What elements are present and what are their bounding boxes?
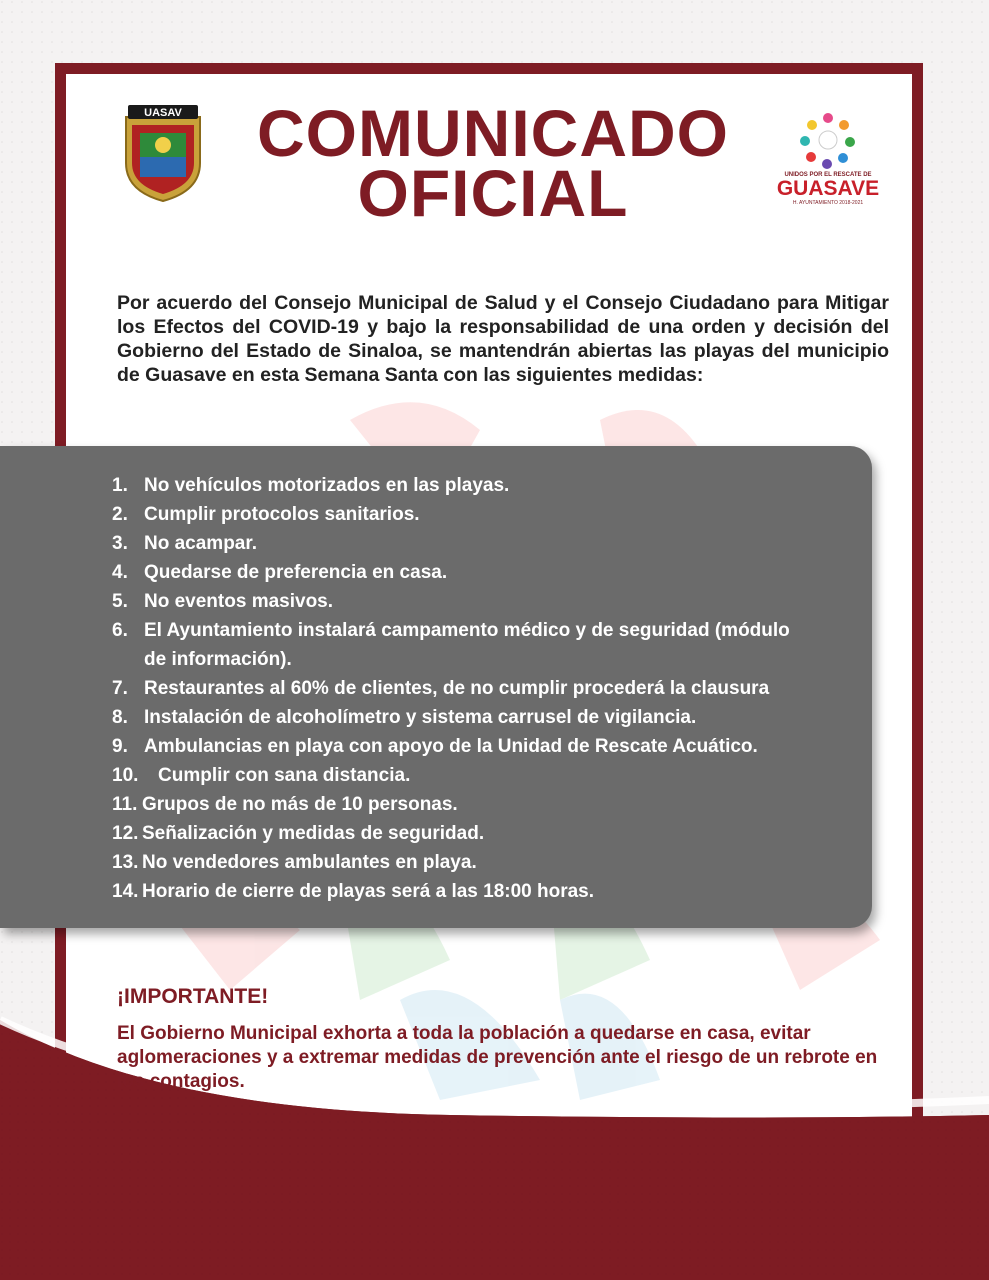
title-line-1: COMUNICADO [257,96,729,170]
list-item-number: 14. [112,881,139,902]
guasave-logo-icon [773,108,883,213]
list-item-number: 9. [112,736,128,757]
list-item-text: Ambulancias en playa con apoyo de la Unidad de Rescate Acuático. [144,736,758,757]
municipal-coat-of-arms-icon [118,103,208,203]
list-item [112,848,872,877]
list-item [112,471,872,500]
document-title [218,96,768,230]
important-paragraph: El Gobierno Municipal exhorta a toda la población a quedarse en casa, evitar aglomeraciones y a extremar medidas de prevención ante el riesgo de un rebrote en los contagios. [117,1023,878,1092]
list-item-number: 12. [112,823,139,844]
list-item [112,790,872,819]
intro-paragraph: Por acuerdo del Consejo Municipal de Salud y el Consejo Ciudadano para Mitigar los Efectos del COVID-19 y bajo la responsabilidad de una orden y decisión del Gobierno del Estado de Sinaloa, se mantendrán abiertas las playas del municipio de Guasave en esta Semana Santa con las siguientes medidas: [117,292,889,386]
list-item-text: Instalación de alcoholímetro y sistema carrusel de vigilancia. [144,707,697,728]
left-logo-text: UASAV [144,107,182,119]
list-item-number: 11. [112,794,138,815]
list-item-text: Grupos de no más de 10 personas. [142,794,458,815]
list-item-text: No eventos masivos. [144,591,334,612]
list-item-number: 6. [112,620,128,641]
list-item-number: 1. [112,475,128,496]
list-item-text: No vehículos motorizados en las playas. [144,475,510,496]
title-line-2: OFICIAL [357,156,629,230]
list-item-text: No vendedores ambulantes en playa. [142,852,477,873]
list-item-text: Señalización y medidas de seguridad. [142,823,485,844]
list-item-text: Quedarse de preferencia en casa. [144,562,448,583]
list-item [112,877,872,906]
list-item-number: 3. [112,533,128,554]
list-item-number: 8. [112,707,128,728]
list-item-text: No acampar. [144,533,257,554]
list-item-number: 10. [112,765,139,786]
list-item-number: 7. [112,678,128,699]
list-item [112,558,872,587]
list-item [112,819,872,848]
list-item-text: Cumplir con sana distancia. [158,765,411,786]
list-item-number: 13. [112,852,139,873]
list-item [112,674,872,703]
list-item [112,732,872,761]
list-item-text: El Ayuntamiento instalará campamento médico y de seguridad (módulo de información). [144,620,790,670]
list-item [112,616,872,674]
list-item-text: Horario de cierre de playas será a las 18:00 horas. [142,881,595,902]
list-item-text: Cumplir protocolos sanitarios. [144,504,420,525]
important-heading: ¡IMPORTANTE! [117,985,269,1008]
list-item-number: 4. [112,562,128,583]
list-item [112,500,872,529]
list-item [112,761,872,790]
list-item-number: 5. [112,591,128,612]
right-logo-tagline: UNIDOS POR EL RESCATE DE [784,172,872,178]
list-item-text: Restaurantes al 60% de clientes, de no cumplir procederá la clausura [144,678,770,699]
right-logo-name: GUASAVE [776,177,880,200]
measures-list [112,471,872,906]
list-item [112,703,872,732]
list-item [112,529,872,558]
list-item-number: 2. [112,504,128,525]
right-logo-footer: H. AYUNTAMIENTO 2018-2021 [792,200,864,206]
list-item [112,587,872,616]
